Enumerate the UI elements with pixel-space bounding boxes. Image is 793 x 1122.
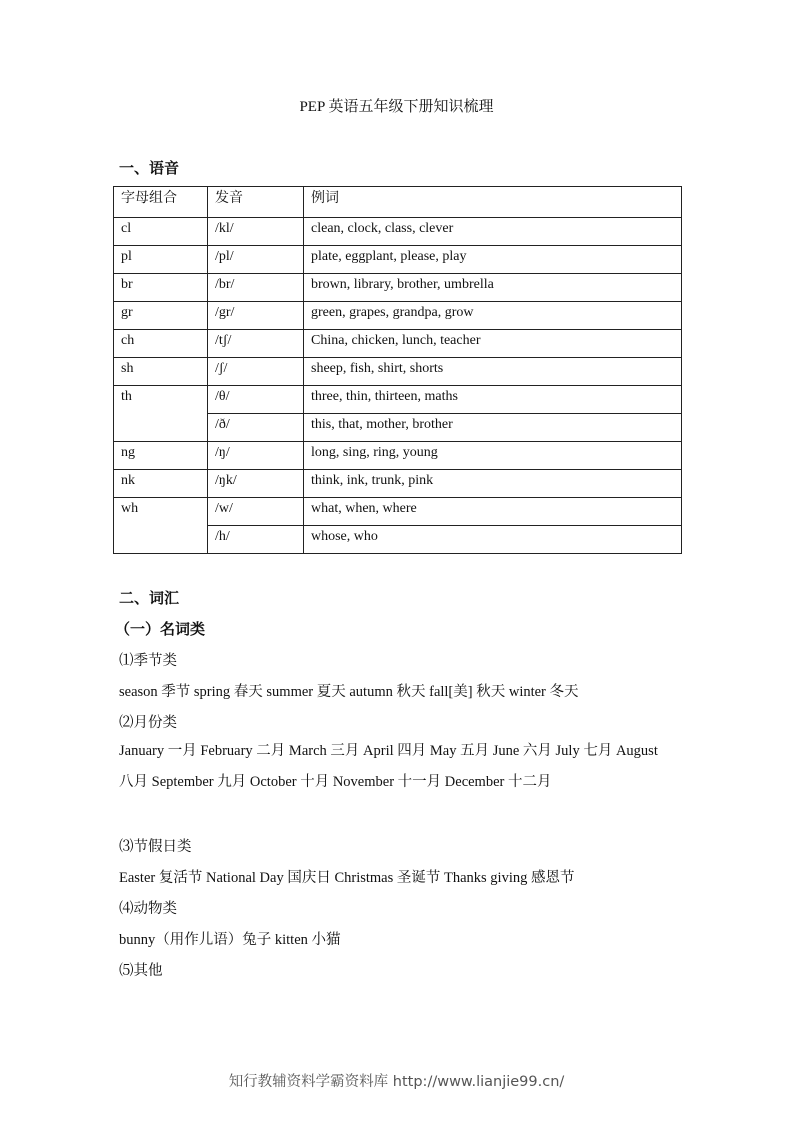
table-row	[114, 302, 682, 330]
letter-combo: ch	[114, 330, 208, 358]
table-row	[114, 274, 682, 302]
letter-combo: wh	[114, 498, 208, 554]
pronunciation: /br/	[208, 274, 304, 302]
letter-combo: sh	[114, 358, 208, 386]
pronunciation: /kl/	[208, 218, 304, 246]
pronunciation: /ð/	[208, 414, 304, 442]
example-words: think, ink, trunk, pink	[304, 470, 682, 498]
header-example-words: 例词	[304, 187, 682, 218]
pronunciation: /tʃ/	[208, 330, 304, 358]
table-row	[114, 218, 682, 246]
example-words: plate, eggplant, please, play	[304, 246, 682, 274]
pronunciation: /pl/	[208, 246, 304, 274]
category-label-others: ⑸其他	[119, 963, 163, 979]
example-words: whose, who	[304, 526, 682, 554]
pronunciation: /ŋ/	[208, 442, 304, 470]
letter-combo: cl	[114, 218, 208, 246]
pronunciation: /θ/	[208, 386, 304, 414]
example-words: clean, clock, class, clever	[304, 218, 682, 246]
footer-watermark: 知行教辅资料学霸资料库 http://www.lianjie99.cn/	[228, 1074, 565, 1090]
header-pronunciation: 发音	[208, 187, 304, 218]
example-words: this, that, mother, brother	[304, 414, 682, 442]
category-text-seasons: season 季节 spring 春天 summer 夏天 autumn 秋天 fall[美] 秋天 winter 冬天	[119, 684, 579, 700]
pronunciation: /ŋk/	[208, 470, 304, 498]
category-label-animals: ⑷动物类	[119, 901, 177, 917]
example-words: sheep, fish, shirt, shorts	[304, 358, 682, 386]
category-text-months: January 一月 February 二月 March 三月 April 四月 May 五月 June 六月 July 七月 August 八月 September 九月 October 十月 November 十一月 December 十二月	[119, 743, 658, 790]
category-label-months: ⑵月份类	[119, 715, 177, 731]
table-row	[114, 386, 682, 414]
table-row	[114, 498, 682, 526]
pronunciation: /gr/	[208, 302, 304, 330]
table-row	[114, 470, 682, 498]
table-row	[114, 246, 682, 274]
section-phonics-heading: 一、语音	[119, 161, 180, 177]
category-text-holidays: Easter 复活节 National Day 国庆日 Christmas 圣诞节 Thanks giving 感恩节	[119, 870, 575, 886]
example-words: brown, library, brother, umbrella	[304, 274, 682, 302]
letter-combo: nk	[114, 470, 208, 498]
example-words: green, grapes, grandpa, grow	[304, 302, 682, 330]
letter-combo: br	[114, 274, 208, 302]
nouns-subheading: （一）名词类	[115, 622, 206, 638]
letter-combo: ng	[114, 442, 208, 470]
category-text-animals: bunny（用作儿语）兔子 kitten 小猫	[119, 932, 341, 948]
table-row	[114, 358, 682, 386]
example-words: China, chicken, lunch, teacher	[304, 330, 682, 358]
phonics-table	[113, 186, 682, 554]
pronunciation: /ʃ/	[208, 358, 304, 386]
section-vocabulary-heading: 二、词汇	[119, 591, 180, 607]
example-words: three, thin, thirteen, maths	[304, 386, 682, 414]
header-letter-combo: 字母组合	[114, 187, 208, 218]
letter-combo: th	[114, 386, 208, 442]
letter-combo: pl	[114, 246, 208, 274]
example-words: long, sing, ring, young	[304, 442, 682, 470]
letter-combo: gr	[114, 302, 208, 330]
example-words: what, when, where	[304, 498, 682, 526]
table-row	[114, 442, 682, 470]
category-label-seasons: ⑴季节类	[119, 653, 177, 669]
pronunciation: /w/	[208, 498, 304, 526]
table-header-row	[114, 187, 682, 218]
table-row	[114, 330, 682, 358]
pronunciation: /h/	[208, 526, 304, 554]
document-title: PEP 英语五年级下册知识梳理	[299, 99, 494, 115]
category-label-holidays: ⑶节假日类	[119, 839, 192, 855]
